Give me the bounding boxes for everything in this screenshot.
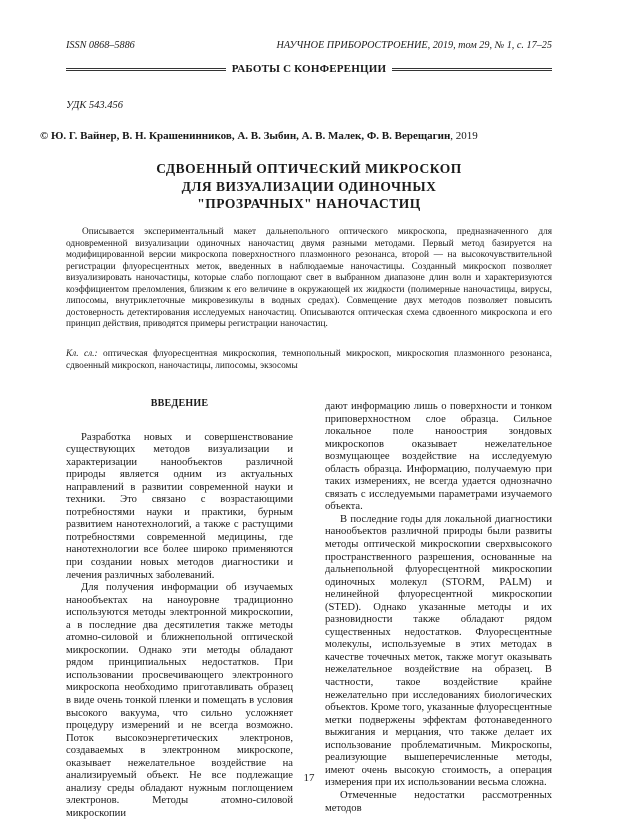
paragraph: В последние годы для локальной диагностики нанообъектов различной природы были развиты методы оптической микроскопии сверхвысокого пространственного разрешения, основанные на дальнепольной флуоресцентной микроскопии одиночных молекул (STORM, PALM) и нелинейной флуоресцентной микроскопии (STED). Однако указанные методы и их разновидности также обладают рядом существенных недостатков. Флуоресцентные молекулы, используемые в этих методах в качестве точечных меток, также могут оказывать нежелательное воздействие на образец. В частности, такое воздействие крайне нежелательно при исследованиях биологических объектов. Кроме того, указанные флуоресцентные метки подвержены эффектам фотонаведенного выжигания и мерцания, что также делает их использование проблематичным. Микроскопы, реализующие вышеперечисленные методы, имеют очень высокую стоимость, а операция измерения при их использовании весьма сложна.	[325, 513, 552, 789]
page-number: 17	[303, 772, 315, 784]
left-column	[66, 398, 293, 820]
rubric-rule-right	[392, 68, 552, 71]
rubric-rule-left	[66, 68, 226, 71]
keywords-label: Кл. сл.:	[66, 349, 98, 359]
article-title	[66, 160, 552, 213]
title-line-2: ДЛЯ ВИЗУАЛИЗАЦИИ ОДИНОЧНЫХ	[181, 178, 437, 194]
author-names: Ю. Г. Вайнер, В. Н. Крашенинников, А. В. Зыбин, А. В. Малек, Ф. В. Верещагин	[50, 130, 451, 142]
paragraph: Отмеченные недостатки рассмотренных методов	[325, 789, 552, 814]
paragraph: дают информацию лишь о поверхности и тонком приповерхностном слое образца. Сильное локальное поле наноострия зондовых микроскопов оказывает нежелательное возмущающее воздействие на исследуемую область образца. Информацию, получаемую при таких измерениях, не всегда удается однозначно связать с исследуемыми параметрами изучаемого объекта.	[325, 401, 552, 513]
paragraph: Для получения информации об изучаемых нанообъектах на наноуровне традиционно используются методы электронной микроскопии, а в последние два десятилетия также методы атомно-силовой и ближнепольной оптической микроскопии. Однако эти методы обладают рядом принципиальных недостатков. При использовании просвечивающего электронного микроскопа необходимо приготавливать образец в виде очень тонкой пленки и помещать в условия высокого вакуума, что сильно усложняет процедуру измерений и не всегда возможно. Поток высокоэнергетических электронов, создаваемых в электронном микроскопе, оказывает нежелательное воздействие на анализируемый объект. Не все подлежащие анализу среды обладают нужным поглощением электронов. Методы атомно-силовой микроскопии	[66, 582, 293, 819]
abstract: Описывается экспериментальный макет дальнепольного оптического микроскопа, предназначенного для одновременной визуализации одиночных наночастиц двумя разными методами. Первый метод базируется на модифицированной версии микроскопа поверхностного плазмонного резонанса, второй — на высокочувствительной регистрации флуоресцентных меток, введенных в наблюдаемые наночастицы. Созданный микроскоп позволяет визуализировать наночастицы, которые слабо поглощают свет в выбранном диапазоне длин волн и характеризуются коэффициентом преломления, близким к его величине в окружающей их жидкости (полимерные наночастицы, вирусы, липосомы, внутриклеточные микровезикулы в водных средах). Совмещение двух методов позволяет повысить достоверность детектирования исследуемых наночастиц. Описываются оптическая схема сдвоенного микроскопа и его принцип действия, приводятся примеры регистрации наночастиц.	[66, 227, 552, 329]
section-heading: ВВЕДЕНИЕ	[150, 398, 209, 409]
keywords	[66, 349, 552, 372]
authors-line	[40, 130, 552, 142]
keywords-text: оптическая флуоресцентная микроскопия, темнопольный микроскоп, микроскопия плазмонного резонанса, сдвоенный микроскоп, наночастицы, липосомы, экзосомы	[66, 349, 552, 371]
journal-citation: НАУЧНОЕ ПРИБОРОСТРОЕНИЕ, 2019, том 29, № 1, с. 17–25	[276, 40, 552, 51]
copyright-year: , 2019	[450, 130, 478, 142]
title-line-1: СДВОЕННЫЙ ОПТИЧЕСКИЙ МИКРОСКОП	[156, 161, 462, 176]
udk-code: УДК 543.456	[66, 100, 124, 111]
copyright-icon: ©	[40, 130, 49, 142]
rubric-label: РАБОТЫ С КОНФЕРЕНЦИИ	[231, 63, 387, 75]
rubric-bar	[66, 62, 552, 76]
paragraph: Разработка новых и совершенствование существующих методов визуализации и характеризации нанообъектов различной природы является одним из актуальных направлений в развитии современной науки и техники. Это связано с возрастающими потребностями науки и практики, бурным развитием нанотехнологий, а также с растущими потребностями современной медицины, где нанотехнологии все более широко применяются при создании новых методов диагностики и лечения различных заболеваний.	[66, 431, 293, 581]
issn: ISSN 0868–5886	[66, 40, 135, 51]
right-column	[325, 401, 552, 815]
title-line-3: "ПРОЗРАЧНЫХ" НАНОЧАСТИЦ	[197, 196, 421, 211]
